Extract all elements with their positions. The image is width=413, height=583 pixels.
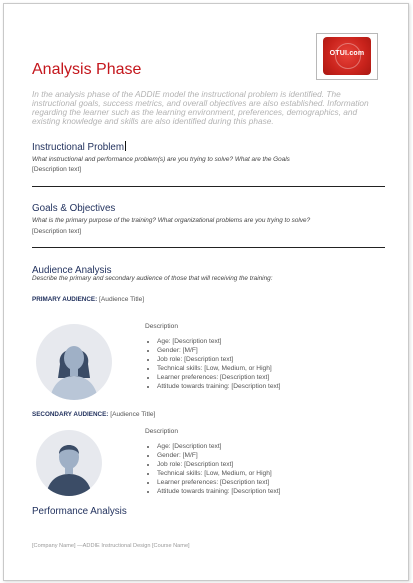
audience-prompt: Describe the primary and secondary audience of those that will receiving the training:: [32, 275, 273, 282]
list-item[interactable]: • Attitude towards training: [Description text]: [157, 487, 281, 496]
logo-text: OTUI.com: [329, 50, 365, 57]
list-item[interactable]: • Attitude towards training: [Description text]: [157, 382, 281, 391]
secondary-audience-title[interactable]: [Audience Title]: [110, 411, 156, 418]
intro-paragraph: In the analysis phase of the ADDIE model the instructional problem is identified. The instructional goals, success metrics, and overall objectives are also established. Information regarding the learner such as the learning environment, preferences, demographics, and existing knowledge and skills are also identified during this phase.: [32, 89, 369, 126]
section-divider: [32, 247, 385, 248]
secondary-audience-details: [145, 427, 281, 496]
primary-audience-title[interactable]: [Audience Title]: [99, 296, 145, 303]
list-item[interactable]: • Gender: [M/F]: [157, 451, 281, 460]
primary-audience-label: [32, 296, 144, 303]
primary-description-label: Description: [145, 323, 178, 330]
page-footer: [Company Name] —ADDIE Instructional Design [Course Name]: [32, 543, 190, 549]
goals-prompt: What is the primary purpose of the training? What organizational problems are you trying to solve?: [32, 217, 311, 224]
primary-audience-tag: PRIMARY AUDIENCE:: [32, 296, 98, 303]
secondary-audience-tag: SECONDARY AUDIENCE:: [32, 411, 109, 418]
document-page: [3, 3, 409, 581]
list-item[interactable]: • Learner preferences: [Description text]: [157, 478, 281, 487]
list-item[interactable]: • Age: [Description text]: [157, 337, 281, 346]
primary-audience-details: [145, 322, 281, 391]
primary-audience-list: [145, 337, 281, 391]
list-item[interactable]: • Job role: [Description text]: [157, 355, 281, 364]
instructional-problem-description[interactable]: [Description text]: [32, 166, 82, 173]
male-avatar-icon: [36, 430, 102, 496]
list-item[interactable]: • Age: [Description text]: [157, 442, 281, 451]
secondary-audience-label: [32, 411, 155, 418]
secondary-description-label: Description: [145, 428, 178, 435]
section-divider: [32, 186, 385, 187]
female-avatar-icon: [36, 324, 112, 400]
list-item[interactable]: • Technical skills: [Low, Medium, or High]: [157, 469, 281, 478]
secondary-audience-list: [145, 442, 281, 496]
list-item[interactable]: • Learner preferences: [Description text]: [157, 373, 281, 382]
instructional-problem-heading[interactable]: Instructional Problem: [32, 142, 125, 153]
logo-badge: [323, 37, 371, 75]
text-cursor: [125, 141, 126, 151]
list-item[interactable]: • Gender: [M/F]: [157, 346, 281, 355]
audience-heading: Audience Analysis: [32, 265, 112, 276]
performance-heading: Performance Analysis: [32, 506, 127, 517]
instructional-problem-prompt: What instructional and performance problem(s) are you trying to solve? What are the Goals: [32, 156, 290, 163]
page-title: Analysis Phase: [32, 61, 142, 78]
goals-heading: Goals & Objectives: [32, 203, 116, 214]
list-item[interactable]: • Technical skills: [Low, Medium, or High]: [157, 364, 281, 373]
list-item[interactable]: • Job role: [Description text]: [157, 460, 281, 469]
goals-description[interactable]: [Description text]: [32, 228, 82, 235]
company-logo: [316, 33, 378, 80]
